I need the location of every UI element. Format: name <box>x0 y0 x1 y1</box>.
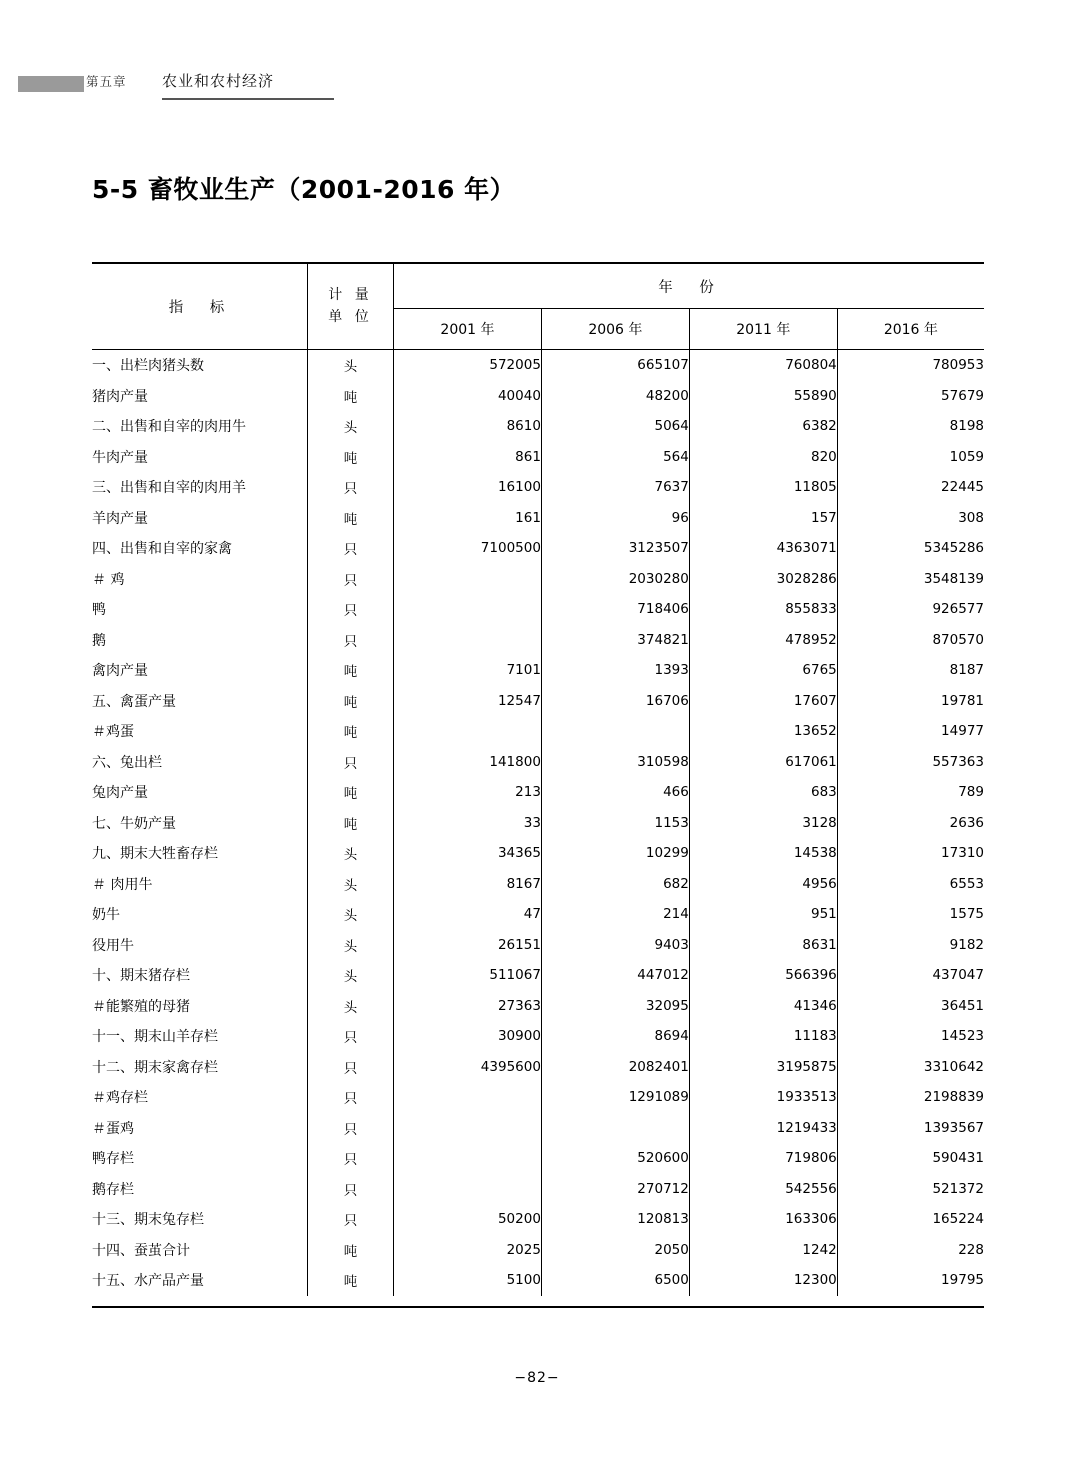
row-value-2016年: 22445 <box>941 479 984 496</box>
row-unit: 只 <box>308 1113 394 1144</box>
row-indicator: 七、牛奶产量 <box>92 815 176 832</box>
table-row <box>92 838 984 869</box>
table-row <box>92 808 984 839</box>
row-value-2001年: 30900 <box>394 1021 542 1052</box>
row-value-2006年: 9403 <box>541 930 689 961</box>
row-value-2016年: 557363 <box>932 753 984 770</box>
row-value-2001年: 861 <box>394 442 542 473</box>
row-indicator: 奶牛 <box>92 907 120 924</box>
row-value-2016年: 780953 <box>932 357 984 374</box>
row-value-2006年: 447012 <box>541 960 689 991</box>
row-value-2016年: 789 <box>958 784 984 801</box>
header-decoration-bar <box>18 76 84 92</box>
row-value-2006年: 1291089 <box>541 1082 689 1113</box>
row-indicator: 鹅 <box>92 632 106 649</box>
table-row <box>92 686 984 717</box>
header-year-2001: 2001 年 <box>394 309 542 350</box>
row-indicator: 九、期末大牲畜存栏 <box>92 846 218 863</box>
row-unit: 只 <box>308 1143 394 1174</box>
row-value-2001年: 4395600 <box>394 1052 542 1083</box>
row-value-2016年: 6553 <box>949 875 984 892</box>
header-year-2016: 2016 年 <box>883 322 938 338</box>
header-year-2011: 2011 年 <box>689 309 837 350</box>
row-unit: 只 <box>308 594 394 625</box>
row-value-2006年: 32095 <box>541 991 689 1022</box>
row-value-2016年: 8198 <box>949 418 984 435</box>
row-indicator: 羊肉产量 <box>92 510 148 527</box>
row-value-2016年: 8187 <box>949 662 984 679</box>
header-unit-line1: 计 量 <box>328 286 373 303</box>
row-indicator: 役用牛 <box>92 937 134 954</box>
table-row <box>92 1265 984 1296</box>
row-value-2001年: 8167 <box>394 869 542 900</box>
row-indicator: ＃ 鸡 <box>92 571 125 588</box>
row-value-2011年: 1219433 <box>689 1113 837 1144</box>
row-indicator: 十、期末猪存栏 <box>92 968 190 985</box>
row-value-2006年: 310598 <box>541 747 689 778</box>
row-indicator: 兔肉产量 <box>92 785 148 802</box>
table-row <box>92 869 984 900</box>
row-value-2006年 <box>541 716 689 747</box>
row-value-2006年: 682 <box>541 869 689 900</box>
row-value-2011年: 3128 <box>689 808 837 839</box>
row-indicator: 鹅存栏 <box>92 1181 134 1198</box>
table-bottom-rule <box>92 1306 984 1309</box>
row-value-2016年: 14977 <box>941 723 984 740</box>
chapter-title: 农业和农村经济 <box>162 72 275 90</box>
row-value-2001年 <box>394 594 542 625</box>
row-value-2001年: 26151 <box>394 930 542 961</box>
row-value-2011年: 17607 <box>689 686 837 717</box>
row-value-2011年: 1242 <box>689 1235 837 1266</box>
row-value-2016年: 870570 <box>932 631 984 648</box>
row-unit: 只 <box>308 1052 394 1083</box>
table-row <box>92 594 984 625</box>
row-indicator: ＃能繁殖的母猪 <box>92 998 190 1015</box>
row-value-2006年: 2030280 <box>541 564 689 595</box>
row-value-2001年: 33 <box>394 808 542 839</box>
row-unit: 吨 <box>308 655 394 686</box>
row-value-2001年 <box>394 1082 542 1113</box>
row-indicator: 十三、期末兔存栏 <box>92 1212 204 1229</box>
row-value-2006年: 718406 <box>541 594 689 625</box>
row-value-2016年: 19795 <box>941 1272 984 1289</box>
row-value-2011年: 3028286 <box>689 564 837 595</box>
row-value-2011年: 4956 <box>689 869 837 900</box>
row-value-2011年: 12300 <box>689 1265 837 1296</box>
row-unit: 吨 <box>308 1265 394 1296</box>
row-value-2016年: 14523 <box>941 1028 984 1045</box>
row-unit: 吨 <box>308 442 394 473</box>
row-value-2016年: 1575 <box>949 906 984 923</box>
row-indicator: 二、出售和自宰的肉用牛 <box>92 419 246 436</box>
row-value-2011年: 760804 <box>689 350 837 381</box>
row-value-2016年: 1393567 <box>923 1119 984 1136</box>
row-value-2016年: 1059 <box>949 448 984 465</box>
row-value-2006年: 1153 <box>541 808 689 839</box>
row-value-2016年: 228 <box>958 1241 984 1258</box>
table-row <box>92 991 984 1022</box>
row-value-2001年: 8610 <box>394 411 542 442</box>
row-value-2011年: 14538 <box>689 838 837 869</box>
table-row <box>92 503 984 534</box>
row-unit: 只 <box>308 1021 394 1052</box>
row-value-2011年: 3195875 <box>689 1052 837 1083</box>
row-value-2011年: 163306 <box>689 1204 837 1235</box>
row-indicator: 三、出售和自宰的肉用羊 <box>92 480 246 497</box>
row-unit: 只 <box>308 1174 394 1205</box>
table-row <box>92 1113 984 1144</box>
row-value-2006年: 6500 <box>541 1265 689 1296</box>
row-value-2001年: 2025 <box>394 1235 542 1266</box>
row-value-2006年: 564 <box>541 442 689 473</box>
row-value-2006年: 5064 <box>541 411 689 442</box>
row-value-2001年 <box>394 716 542 747</box>
row-value-2006年: 520600 <box>541 1143 689 1174</box>
row-value-2006年: 7637 <box>541 472 689 503</box>
table-row <box>92 777 984 808</box>
row-value-2016年: 521372 <box>932 1180 984 1197</box>
table-row <box>92 655 984 686</box>
table-row <box>92 625 984 656</box>
row-unit: 头 <box>308 991 394 1022</box>
table-row <box>92 930 984 961</box>
row-unit: 只 <box>308 1204 394 1235</box>
row-unit: 只 <box>308 472 394 503</box>
row-indicator: 十四、蚕茧合计 <box>92 1242 190 1259</box>
row-value-2016年: 17310 <box>941 845 984 862</box>
row-unit: 只 <box>308 1082 394 1113</box>
row-unit: 头 <box>308 350 394 381</box>
row-value-2011年: 1933513 <box>689 1082 837 1113</box>
row-value-2001年 <box>394 1143 542 1174</box>
row-value-2011年: 951 <box>689 899 837 930</box>
row-indicator: 六、兔出栏 <box>92 754 162 771</box>
row-value-2006年: 665107 <box>541 350 689 381</box>
table-row <box>92 716 984 747</box>
row-indicator: 牛肉产量 <box>92 449 148 466</box>
row-value-2016年: 19781 <box>941 692 984 709</box>
table-row <box>92 1143 984 1174</box>
table-row <box>92 533 984 564</box>
row-indicator: 禽肉产量 <box>92 663 148 680</box>
row-value-2006年: 1393 <box>541 655 689 686</box>
running-header <box>0 62 1074 102</box>
row-value-2016年: 308 <box>958 509 984 526</box>
table-row <box>92 747 984 778</box>
row-value-2016年: 165224 <box>932 1211 984 1228</box>
row-indicator: 鸭存栏 <box>92 1151 134 1168</box>
row-value-2001年: 34365 <box>394 838 542 869</box>
row-indicator: ＃鸡蛋 <box>92 724 134 741</box>
row-value-2006年: 96 <box>541 503 689 534</box>
table-row <box>92 381 984 412</box>
row-value-2001年 <box>394 1113 542 1144</box>
row-value-2006年 <box>541 1113 689 1144</box>
table-row <box>92 411 984 442</box>
row-value-2016年: 9182 <box>949 936 984 953</box>
row-indicator: 十五、水产品产量 <box>92 1273 204 1290</box>
table-row <box>92 1021 984 1052</box>
header-unit-line2: 单 位 <box>328 308 373 325</box>
header-year-2006: 2006 年 <box>541 309 689 350</box>
table-body <box>92 350 984 1296</box>
row-value-2001年: 141800 <box>394 747 542 778</box>
row-value-2001年: 511067 <box>394 960 542 991</box>
row-value-2011年: 6765 <box>689 655 837 686</box>
row-value-2001年: 50200 <box>394 1204 542 1235</box>
table-row <box>92 1204 984 1235</box>
row-indicator: ＃蛋鸡 <box>92 1120 134 1137</box>
row-unit: 头 <box>308 411 394 442</box>
row-unit: 头 <box>308 960 394 991</box>
page-footer: −82− <box>514 1370 560 1386</box>
table-row <box>92 1174 984 1205</box>
row-indicator: 十二、期末家禽存栏 <box>92 1059 218 1076</box>
table-row <box>92 1235 984 1266</box>
header-rule <box>162 98 334 100</box>
row-indicator: ＃ 肉用牛 <box>92 876 153 893</box>
row-indicator: 一、出栏肉猪头数 <box>92 358 204 375</box>
row-unit: 头 <box>308 899 394 930</box>
table-row <box>92 564 984 595</box>
statistics-table <box>92 262 984 1296</box>
row-unit: 吨 <box>308 381 394 412</box>
row-value-2016年: 3310642 <box>923 1058 984 1075</box>
row-value-2011年: 11183 <box>689 1021 837 1052</box>
row-unit: 吨 <box>308 808 394 839</box>
row-value-2016年: 3548139 <box>923 570 984 587</box>
row-value-2006年: 466 <box>541 777 689 808</box>
row-value-2011年: 41346 <box>689 991 837 1022</box>
row-value-2006年: 120813 <box>541 1204 689 1235</box>
row-value-2001年: 5100 <box>394 1265 542 1296</box>
header-years-group: 年 份 <box>394 263 985 309</box>
row-value-2006年: 3123507 <box>541 533 689 564</box>
row-value-2001年 <box>394 564 542 595</box>
row-value-2011年: 4363071 <box>689 533 837 564</box>
row-value-2006年: 374821 <box>541 625 689 656</box>
table-row <box>92 899 984 930</box>
row-value-2006年: 10299 <box>541 838 689 869</box>
table-row <box>92 442 984 473</box>
row-indicator: 四、出售和自宰的家禽 <box>92 541 232 558</box>
header-unit <box>308 263 394 349</box>
row-value-2011年: 719806 <box>689 1143 837 1174</box>
table-row <box>92 960 984 991</box>
row-unit: 只 <box>308 747 394 778</box>
row-value-2001年: 12547 <box>394 686 542 717</box>
row-value-2016年: 926577 <box>932 601 984 618</box>
row-value-2001年: 7100500 <box>394 533 542 564</box>
table-header-row-1 <box>92 263 984 309</box>
row-value-2001年: 47 <box>394 899 542 930</box>
row-value-2011年: 566396 <box>689 960 837 991</box>
statistics-table-container <box>92 262 984 1308</box>
row-unit: 吨 <box>308 503 394 534</box>
row-value-2011年: 8631 <box>689 930 837 961</box>
table-row <box>92 350 984 381</box>
row-value-2006年: 16706 <box>541 686 689 717</box>
row-value-2011年: 542556 <box>689 1174 837 1205</box>
row-value-2001年: 27363 <box>394 991 542 1022</box>
row-value-2016年: 2636 <box>949 814 984 831</box>
row-unit: 头 <box>308 930 394 961</box>
row-value-2011年: 157 <box>689 503 837 534</box>
row-value-2001年 <box>394 1174 542 1205</box>
row-value-2011年: 855833 <box>689 594 837 625</box>
row-value-2006年: 214 <box>541 899 689 930</box>
row-indicator: 五、禽蛋产量 <box>92 693 176 710</box>
row-value-2011年: 478952 <box>689 625 837 656</box>
table-row <box>92 472 984 503</box>
row-unit: 只 <box>308 564 394 595</box>
table-row <box>92 1082 984 1113</box>
row-unit: 吨 <box>308 1235 394 1266</box>
row-unit: 只 <box>308 533 394 564</box>
row-value-2016年: 437047 <box>932 967 984 984</box>
row-unit: 吨 <box>308 777 394 808</box>
row-unit: 头 <box>308 869 394 900</box>
row-unit: 吨 <box>308 716 394 747</box>
row-unit: 头 <box>308 838 394 869</box>
row-value-2011年: 6382 <box>689 411 837 442</box>
row-value-2016年: 2198839 <box>923 1089 984 1106</box>
row-value-2016年: 5345286 <box>923 540 984 557</box>
row-value-2001年: 7101 <box>394 655 542 686</box>
row-value-2011年: 11805 <box>689 472 837 503</box>
header-indicator: 指 标 <box>168 300 231 316</box>
row-value-2011年: 55890 <box>689 381 837 412</box>
row-value-2001年: 213 <box>394 777 542 808</box>
row-value-2016年: 36451 <box>941 997 984 1014</box>
row-unit: 只 <box>308 625 394 656</box>
row-unit: 吨 <box>308 686 394 717</box>
table-row <box>92 1052 984 1083</box>
row-value-2001年: 161 <box>394 503 542 534</box>
row-value-2006年: 2050 <box>541 1235 689 1266</box>
chapter-badge: 第五章 <box>86 74 127 89</box>
row-value-2006年: 2082401 <box>541 1052 689 1083</box>
row-value-2001年: 16100 <box>394 472 542 503</box>
row-value-2011年: 683 <box>689 777 837 808</box>
row-value-2001年: 40040 <box>394 381 542 412</box>
page-title: 5-5 畜牧业生产（2001-2016 年） <box>92 175 516 204</box>
row-value-2006年: 270712 <box>541 1174 689 1205</box>
row-value-2006年: 48200 <box>541 381 689 412</box>
row-indicator: 十一、期末山羊存栏 <box>92 1029 218 1046</box>
row-value-2001年: 572005 <box>394 350 542 381</box>
row-indicator: ＃鸡存栏 <box>92 1090 148 1107</box>
row-value-2006年: 8694 <box>541 1021 689 1052</box>
row-value-2001年 <box>394 625 542 656</box>
row-indicator: 鸭 <box>92 602 106 619</box>
row-indicator: 猪肉产量 <box>92 388 148 405</box>
row-value-2011年: 820 <box>689 442 837 473</box>
row-value-2016年: 57679 <box>941 387 984 404</box>
row-value-2011年: 13652 <box>689 716 837 747</box>
row-value-2016年: 590431 <box>932 1150 984 1167</box>
table-head <box>92 263 984 350</box>
row-value-2011年: 617061 <box>689 747 837 778</box>
